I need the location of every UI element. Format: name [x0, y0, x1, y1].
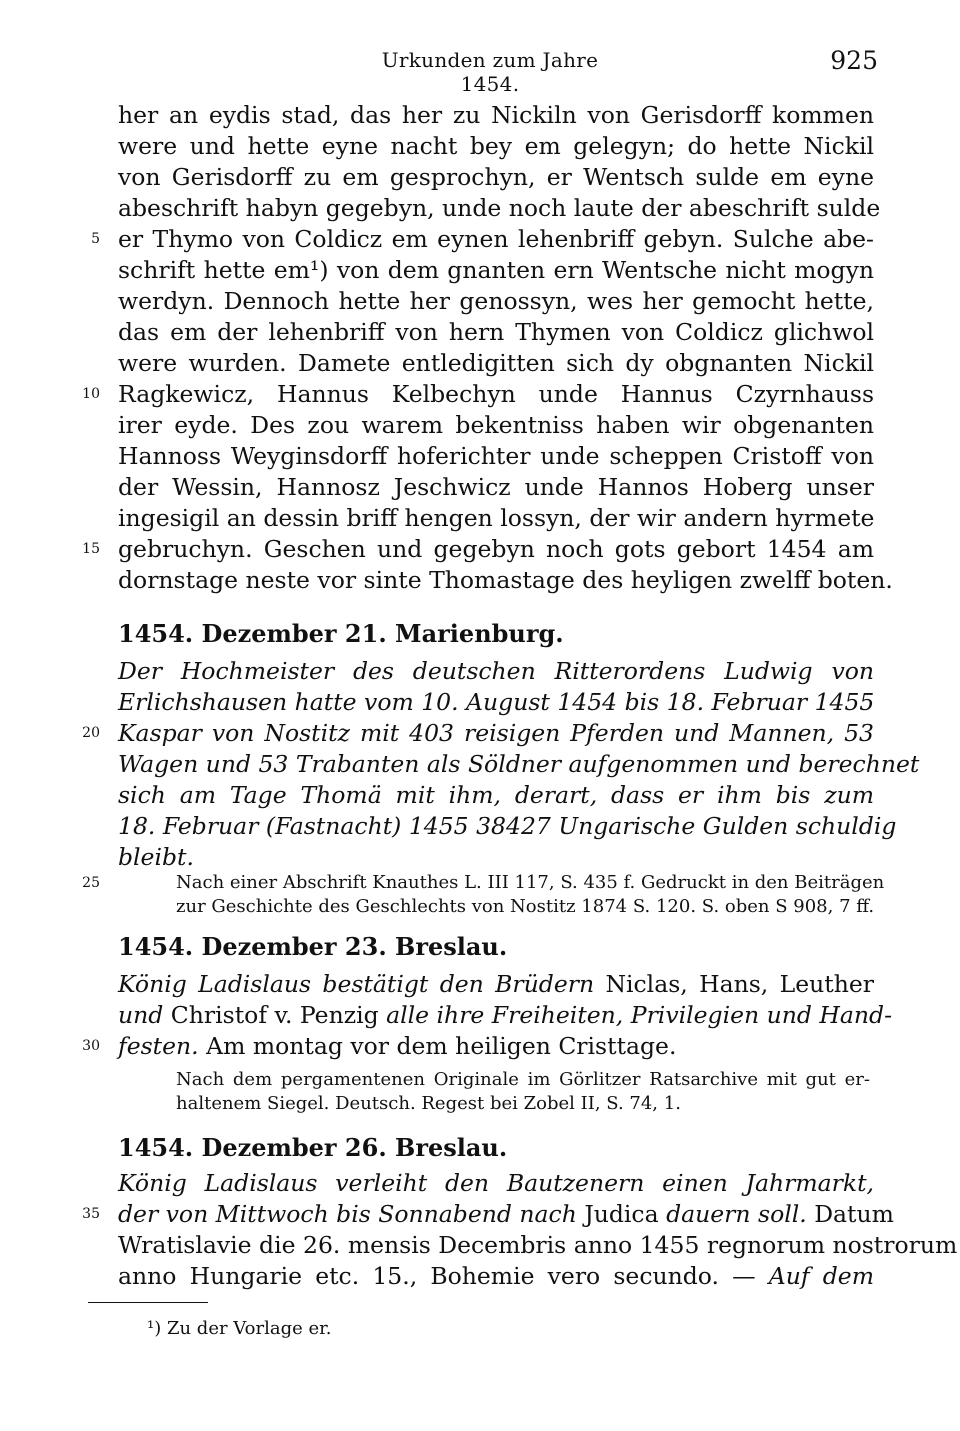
line-number: 10: [82, 386, 100, 402]
line-number: 35: [82, 1206, 100, 1222]
regest-line: und Christof v. Penzig alle ihre Freiheiten, Privilegien und Hand-: [118, 1001, 893, 1029]
line-number: 15: [82, 541, 100, 557]
regest-line: sich am Tage Thomä mit ihm, derart, dass er ihm bis zum: [118, 781, 874, 809]
line-number: 30: [82, 1038, 100, 1054]
regest-line: Wagen und 53 Trabanten als Söldner aufgenommen und berechnet: [118, 750, 920, 778]
text-line: dornstage neste vor sinte Thomastage des heyligen zwelff boten.: [118, 566, 893, 594]
source-note: Nach dem pergamentenen Originale im Görlitzer Ratsarchive mit gut er-: [176, 1069, 870, 1090]
line-number: 20: [82, 725, 100, 741]
text-line: were und hette eyne nacht bey em gelegyn; do hette Nickil: [118, 132, 874, 160]
regest-line: König Ladislaus bestätigt den Brüdern Niclas, Hans, Leuther: [118, 970, 874, 998]
line-number: 5: [91, 231, 100, 247]
regest-line: bleibt.: [118, 843, 194, 871]
regest-line: der von Mittwoch bis Sonnabend nach Judica dauern soll. Datum: [118, 1200, 894, 1228]
line-number: 25: [82, 875, 100, 891]
text-line: von Gerisdorff zu em gesprochyn, er Wentsch sulde em eyne: [118, 163, 874, 191]
text-line: das em der lehenbriff von hern Thymen von Coldicz glichwol: [118, 318, 874, 346]
text-line: er Thymo von Coldicz em eynen lehenbriff gebyn. Sulche abe-: [118, 225, 874, 253]
text-line: Hannoss Weyginsdorff hoferichter unde scheppen Cristoff von: [118, 442, 874, 470]
regest-line: festen. Am montag vor dem heiligen Cristtage.: [118, 1032, 677, 1060]
footnote-rule: [88, 1302, 208, 1303]
text-line: her an eydis stad, das her zu Nickiln von Gerisdorff kommen: [118, 101, 874, 129]
text-line: irer eyde. Des zou warem bekentniss haben wir obgenanten: [118, 411, 874, 439]
running-header: Urkunden zum Jahre 1454.: [381, 48, 599, 96]
regest-line: König Ladislaus verleiht den Bautzenern einen Jahrmarkt,: [118, 1169, 874, 1197]
footnote-text: Zu der Vorlage er.: [161, 1318, 332, 1339]
regest-line: Wratislavie die 26. mensis Decembris anno 1455 regnorum nostrorum: [118, 1231, 958, 1259]
text-line: werdyn. Dennoch hette her genossyn, wes her gemocht hette,: [118, 287, 874, 315]
text-line: der Wessin, Hannosz Jeschwicz unde Hannos Hoberg unser: [118, 473, 874, 501]
source-note: haltenem Siegel. Deutsch. Regest bei Zobel II, S. 74, 1.: [176, 1093, 681, 1114]
text-line: were wurden. Damete entledigitten sich dy obgnanten Nickil: [118, 349, 874, 377]
text-line: abeschrift habyn gegebyn, unde noch laute der abeschrift sulde: [118, 194, 881, 222]
regest-line: Erlichshausen hatte vom 10. August 1454 bis 18. Februar 1455: [118, 688, 875, 716]
text-line: schrift hette em¹) von dem gnanten ern Wentsche nicht mogyn: [118, 256, 874, 284]
regest-line: 18. Februar (Fastnacht) 1455 38427 Ungarische Gulden schuldig: [118, 812, 897, 840]
footnote: [147, 1316, 331, 1342]
entry-heading: 1454. Dezember 21. Marienburg.: [118, 619, 564, 648]
text-line: Ragkewicz, Hannus Kelbechyn unde Hannus Czyrnhauss: [118, 380, 874, 408]
regest-line: anno Hungarie etc. 15., Bohemie vero secundo. — Auf dem: [118, 1262, 874, 1290]
text-line: ingesigil an dessin briff hengen lossyn, der wir andern hyrmete: [118, 504, 875, 532]
entry-heading: 1454. Dezember 23. Breslau.: [118, 932, 508, 961]
page-number: 925: [830, 46, 878, 75]
text-line: gebruchyn. Geschen und gegebyn noch gots gebort 1454 am: [118, 535, 874, 563]
source-note: zur Geschichte des Geschlechts von Nostitz 1874 S. 120. S. oben S 908, 7 ff.: [176, 896, 875, 917]
regest-line: Kaspar von Nostitz mit 403 reisigen Pferden und Mannen, 53: [118, 719, 874, 747]
source-note: Nach einer Abschrift Knauthes L. III 117, S. 435 f. Gedruckt in den Beiträgen: [176, 872, 885, 893]
regest-line: Der Hochmeister des deutschen Ritterordens Ludwig von: [118, 657, 874, 685]
entry-heading: 1454. Dezember 26. Breslau.: [118, 1133, 508, 1162]
footnote-mark: ¹): [147, 1318, 162, 1339]
